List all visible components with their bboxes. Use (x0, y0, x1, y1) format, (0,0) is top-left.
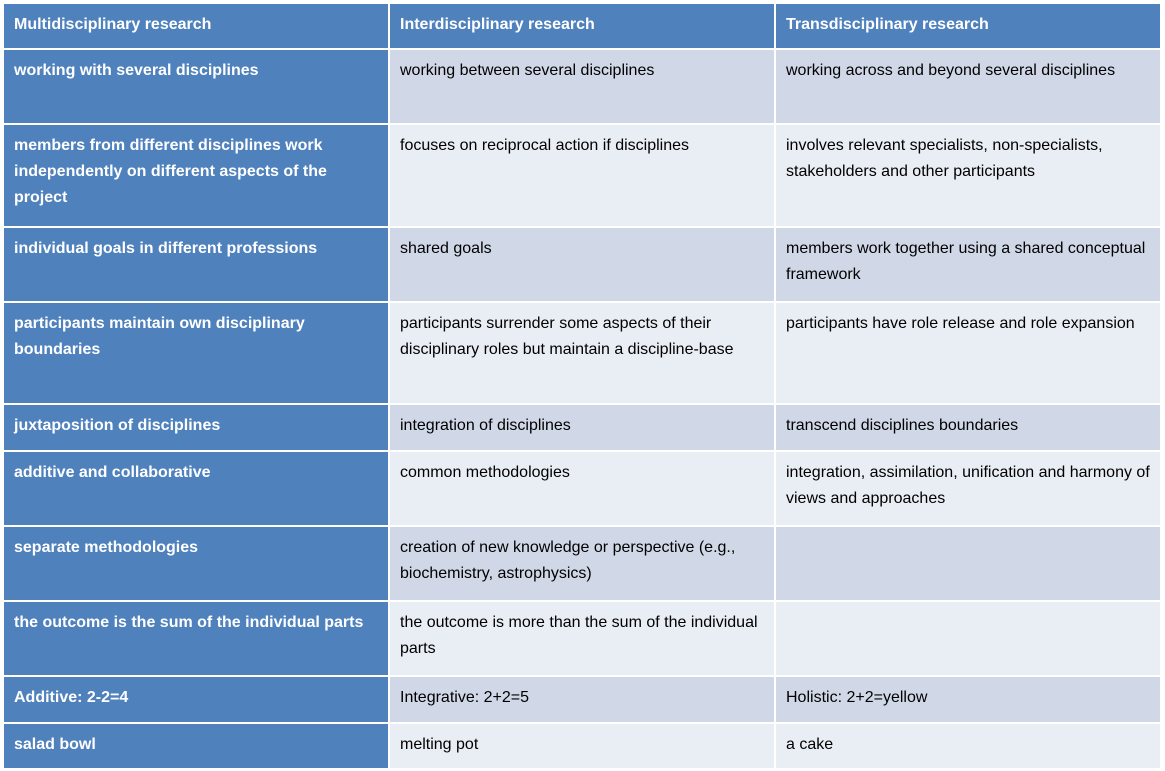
table-row (3, 227, 1161, 302)
interdisciplinary-cell: common methodologies (389, 451, 775, 526)
multidisciplinary-cell: salad bowl (3, 723, 389, 769)
multidisciplinary-cell: working with several disciplines (3, 49, 389, 124)
interdisciplinary-cell: melting pot (389, 723, 775, 769)
transdisciplinary-cell: Holistic: 2+2=yellow (775, 676, 1161, 723)
multidisciplinary-cell: the outcome is the sum of the individual parts (3, 601, 389, 676)
table-row (3, 723, 1161, 769)
header-transdisciplinary: Transdisciplinary research (775, 3, 1161, 49)
table-row (3, 404, 1161, 451)
multidisciplinary-cell: Additive: 2-2=4 (3, 676, 389, 723)
multidisciplinary-cell: separate methodologies (3, 526, 389, 601)
comparison-table (2, 2, 1162, 770)
multidisciplinary-cell: members from different disciplines work independently on different aspects of the project (3, 124, 389, 227)
transdisciplinary-cell: a cake (775, 723, 1161, 769)
table-row (3, 676, 1161, 723)
transdisciplinary-cell: participants have role release and role expansion (775, 302, 1161, 404)
table-row (3, 601, 1161, 676)
transdisciplinary-cell (775, 601, 1161, 676)
interdisciplinary-cell: working between several disciplines (389, 49, 775, 124)
transdisciplinary-cell: involves relevant specialists, non-specialists, stakeholders and other participants (775, 124, 1161, 227)
transdisciplinary-cell: members work together using a shared conceptual framework (775, 227, 1161, 302)
multidisciplinary-cell: additive and collaborative (3, 451, 389, 526)
multidisciplinary-cell: individual goals in different professions (3, 227, 389, 302)
header-row (3, 3, 1161, 49)
transdisciplinary-cell: integration, assimilation, unification and harmony of views and approaches (775, 451, 1161, 526)
table-row (3, 526, 1161, 601)
table-row (3, 49, 1161, 124)
interdisciplinary-cell: focuses on reciprocal action if disciplines (389, 124, 775, 227)
transdisciplinary-cell: working across and beyond several disciplines (775, 49, 1161, 124)
table-row (3, 451, 1161, 526)
header-interdisciplinary: Interdisciplinary research (389, 3, 775, 49)
multidisciplinary-cell: participants maintain own disciplinary boundaries (3, 302, 389, 404)
interdisciplinary-cell: creation of new knowledge or perspective (e.g., biochemistry, astrophysics) (389, 526, 775, 601)
transdisciplinary-cell (775, 526, 1161, 601)
header-multidisciplinary: Multidisciplinary research (3, 3, 389, 49)
transdisciplinary-cell: transcend disciplines boundaries (775, 404, 1161, 451)
interdisciplinary-cell: the outcome is more than the sum of the individual parts (389, 601, 775, 676)
table-row (3, 124, 1161, 227)
interdisciplinary-cell: integration of disciplines (389, 404, 775, 451)
interdisciplinary-cell: participants surrender some aspects of their disciplinary roles but maintain a discipline-base (389, 302, 775, 404)
multidisciplinary-cell: juxtaposition of disciplines (3, 404, 389, 451)
interdisciplinary-cell: shared goals (389, 227, 775, 302)
table-row (3, 302, 1161, 404)
interdisciplinary-cell: Integrative: 2+2=5 (389, 676, 775, 723)
